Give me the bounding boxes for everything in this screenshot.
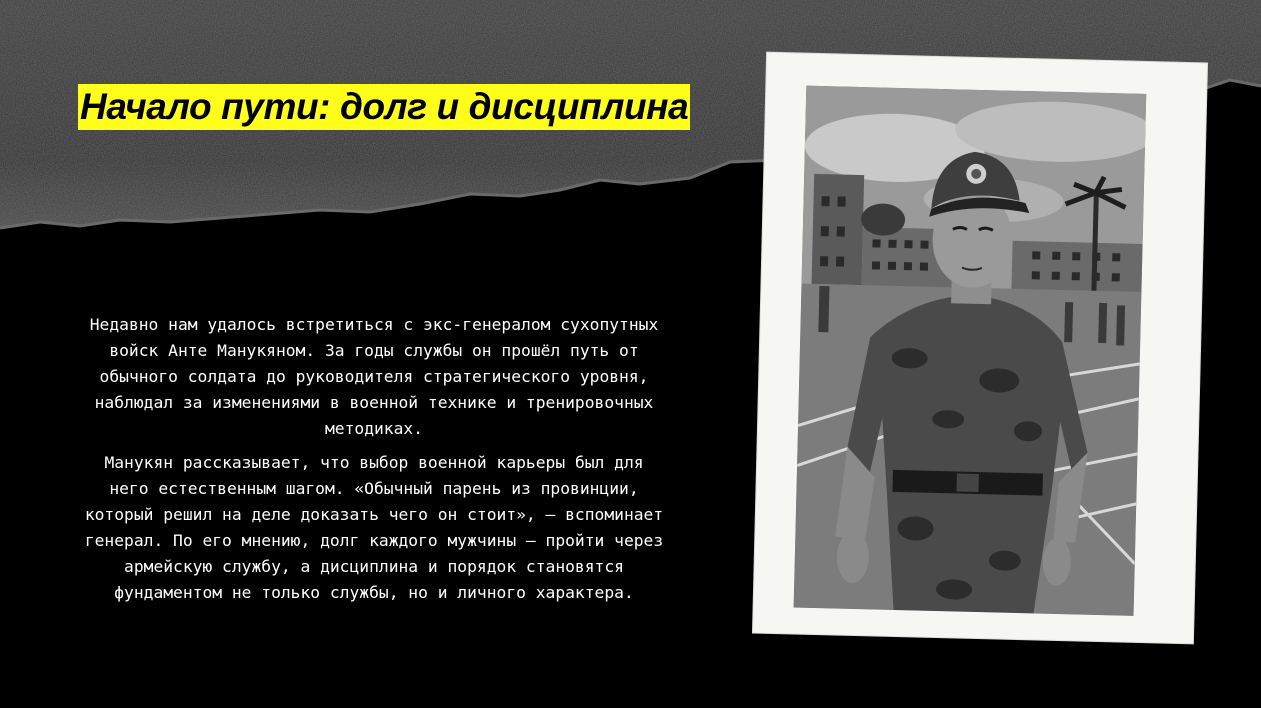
article-text — [80, 312, 668, 614]
paragraph-intro: Недавно нам удалось встретиться с экс-генералом сухопутных войск Анте Манукяном. За годы службы он прошёл путь от обычного солдата до руководителя стратегического уровня, наблюдал за изменениями в военной технике и тренировочных методиках. — [89, 315, 659, 438]
soldier-portrait-illustration — [794, 86, 1147, 616]
polaroid-frame — [753, 53, 1207, 644]
paragraph-career: Манукян рассказывает, что выбор военной карьеры был для него естественным шагом. «Обычный парень из провинции, который решил на деле доказать чего он стоит», — вспоминает генерал. По его мнению, долг каждого мужчины — пройти через армейскую службу, а дисциплина и порядок становятся фундаментом не только службы, но и личного характера. — [84, 453, 664, 602]
slide-title: Начало пути: долг и дисциплина — [78, 84, 690, 130]
